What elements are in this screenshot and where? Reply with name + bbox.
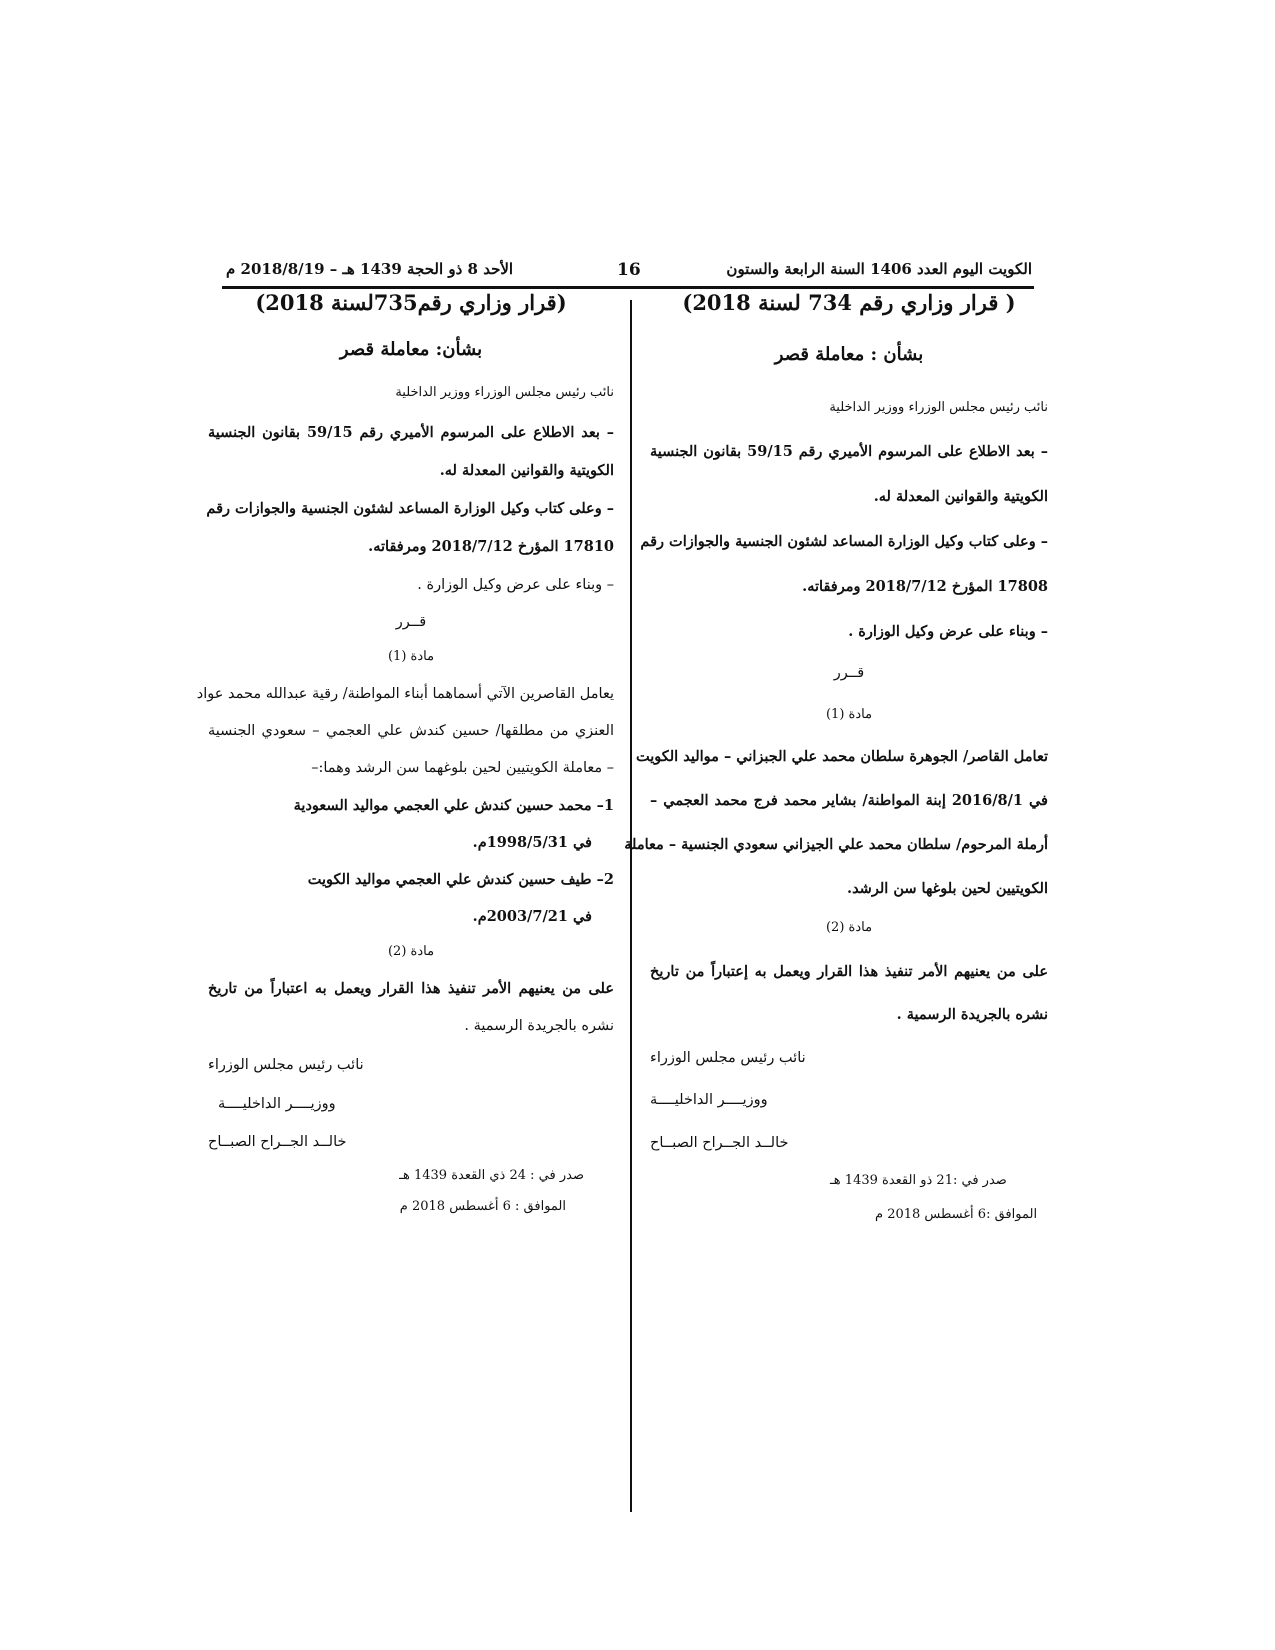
- decision-734-article1-heading: مادة (1): [825, 707, 873, 722]
- decision-735-preamble-line: – وبناء على عرض وكيل الوزارة .: [417, 577, 614, 593]
- decision-735-article2-line: على من يعنيهم الأمر تنفيذ هذا القرار ويعمل به اعتباراً من تاريخ: [208, 980, 614, 997]
- signature-name: خالــد الجــراح الصبــاح: [208, 1134, 347, 1150]
- decision-734-article1-line: أرملة المرحوم/ سلطان محمد علي الجيزاني سعودي الجنسية – معاملة: [624, 836, 1048, 853]
- decision-735-decided: قــرر: [395, 614, 427, 630]
- decision-735-corresponding-date: الموافق : 6 أغسطس 2018 م: [399, 1199, 566, 1214]
- page-header: [222, 258, 1034, 289]
- decision-735-article2-heading: مادة (2): [387, 944, 435, 959]
- decision-735-article1-heading: مادة (1): [387, 649, 435, 664]
- header-date: الأحد 8 ذو الحجة 1439 هـ – 2018/8/19 م: [226, 260, 514, 278]
- decision-735-subject: بشأن: معاملة قصر: [339, 339, 483, 360]
- decision-735-article1-line: يعامل القاصرين الآتي أسماهما أبناء المواطنة/ رقية عبدالله محمد عواد: [196, 686, 614, 702]
- decision-734-article1-line: في 2016/8/1 إبنة المواطنة/ بشاير محمد فرج محمد العجمي –: [650, 792, 1048, 809]
- signature-title: نائب رئيس مجلس الوزراء: [650, 1050, 806, 1066]
- decision-734-subject: بشأن : معاملة قصر: [774, 344, 924, 365]
- decision-734-decided: قــرر: [833, 665, 865, 681]
- decision-735-article1-line: 2– طيف حسين كندش علي العجمي مواليد الكويت: [307, 871, 614, 888]
- decision-734-preamble-line: – بعد الاطلاع على المرسوم الأميري رقم 59/15 بقانون الجنسية: [650, 443, 1048, 460]
- decision-734-preamble-line: الكويتية والقوانين المعدلة له.: [873, 488, 1048, 505]
- decision-734-preamble-line: – وبناء على عرض وكيل الوزارة .: [848, 623, 1048, 640]
- decision-735-preamble-line: – بعد الاطلاع على المرسوم الأميري رقم 59/15 بقانون الجنسية: [208, 424, 615, 441]
- decision-734-preamble-line: 17808 المؤرخ 2018/7/12 ومرفقاته.: [802, 578, 1048, 595]
- decision-735-article1-line: 1– محمد حسين كندش علي العجمي مواليد السعودية: [293, 797, 614, 814]
- decision-734-article1-line: تعامل القاصر/ الجوهرة سلطان محمد علي الجبزاني – مواليد الكويت: [635, 748, 1048, 765]
- decision-734-article2-line: على من يعنيهم الأمر تنفيذ هذا القرار ويعمل به إعتباراً من تاريخ: [650, 963, 1048, 980]
- signature-name: خالــد الجــراح الصبــاح: [650, 1135, 789, 1151]
- signature-ministry: ووزيــــر الداخليــــة: [218, 1096, 336, 1112]
- decision-735-issued-date: صدر في : 24 ذي القعدة 1439 هـ: [399, 1168, 584, 1183]
- decision-734-article2-heading: مادة (2): [825, 920, 873, 935]
- decision-735-article1-line: في 1998/5/31م.: [472, 834, 592, 851]
- decision-735-article1-line: في 2003/7/21م.: [472, 908, 592, 925]
- page-number: 16: [617, 260, 641, 280]
- decision-734-article1-line: الكويتيين لحين بلوغها سن الرشد.: [847, 880, 1048, 897]
- header-issue-info: الكويت اليوم العدد 1406 السنة الرابعة والستون: [726, 260, 1032, 278]
- decision-735-article2-line: نشره بالجريدة الرسمية .: [464, 1018, 614, 1034]
- decision-734-article2-line: نشره بالجريدة الرسمية .: [896, 1006, 1048, 1023]
- decision-734-preamble-line: – وعلى كتاب وكيل الوزارة المساعد لشئون الجنسية والجوازات رقم: [640, 533, 1048, 550]
- decision-734-issued-date: صدر في :21 ذو القعدة 1439 هـ: [830, 1173, 1007, 1188]
- decision-735-preamble-line: الكويتية والقوانين المعدلة له.: [439, 462, 614, 479]
- column-divider: [630, 300, 632, 1512]
- decision-735-issuer: نائب رئيس مجلس الوزراء ووزير الداخلية: [395, 385, 614, 400]
- signature-title: نائب رئيس مجلس الوزراء: [208, 1057, 364, 1073]
- signature-ministry: ووزيــــر الداخليــــة: [650, 1092, 768, 1108]
- decision-735-preamble-line: – وعلى كتاب وكيل الوزارة المساعد لشئون الجنسية والجوازات رقم: [206, 500, 614, 517]
- decision-735-article1-line: العنزي من مطلقها/ حسين كندش علي العجمي – سعودي الجنسية: [208, 723, 614, 739]
- decision-734-corresponding-date: الموافق :6 أغسطس 2018 م: [875, 1207, 1038, 1222]
- decision-734-title: ( قرار وزاري رقم 734 لسنة 2018): [682, 290, 1016, 315]
- decision-734-issuer: نائب رئيس مجلس الوزراء ووزير الداخلية: [829, 400, 1048, 415]
- decision-735-preamble-line: 17810 المؤرخ 2018/7/12 ومرفقاته.: [368, 538, 614, 555]
- decision-735-title: (قرار وزاري رقم735لسنة 2018): [255, 290, 567, 315]
- decision-735-article1-line: – معاملة الكويتيين لحين بلوغهما سن الرشد وهما:–: [311, 760, 614, 776]
